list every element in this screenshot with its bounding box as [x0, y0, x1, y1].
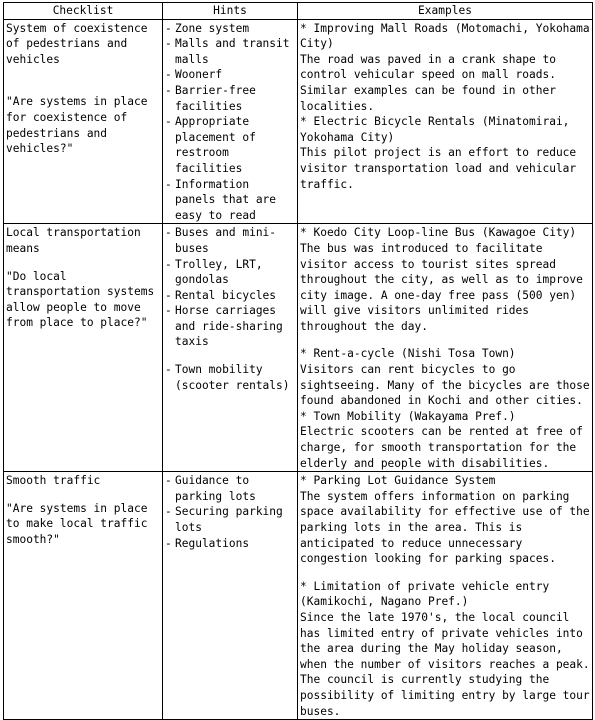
example-text: The system offers information on parking space availability for effective use of the parking lots in the area. This is anticipated to reduce unnecessary congestion looking for parking spaces.	[300, 489, 590, 566]
table-row	[4, 472, 593, 720]
checklist-title: System of coexistence of pedestrians and vehicles	[6, 21, 148, 66]
header-hints: Hints	[163, 3, 298, 20]
example-heading: * Town Mobility (Wakayama Pref.)	[300, 409, 516, 423]
hint-item: - Woonerf	[165, 68, 223, 82]
example-heading: * Electric Bicycle Rentals (Minatomirai, Yokohama City)	[300, 115, 570, 144]
hint-item: - Horse carriages and ride-sharing taxis	[165, 304, 283, 349]
hint-item: - Regulations	[165, 536, 250, 550]
hint-item: - Guidance to parking lots	[165, 474, 256, 503]
hints-cell	[163, 472, 298, 720]
checklist-cell	[4, 224, 163, 472]
checklist-title: Local transportation means	[6, 226, 141, 255]
checklist-question: "Are systems in place to make local traffic smooth?"	[6, 501, 148, 546]
header-examples: Examples	[298, 3, 593, 20]
header-checklist: Checklist	[4, 3, 163, 20]
examples-cell	[298, 472, 593, 720]
hints-cell	[163, 224, 298, 472]
example-text: Since the late 1970's, the local council has limited entry of private vehicles into the area during the May holiday season, when the number of visitors reaches a peak. The council is currently studying the possibility of limiting entry by large tour buses.	[300, 610, 590, 718]
hints-cell	[163, 19, 298, 224]
table-row	[4, 224, 593, 472]
hint-item: - Barrier-free facilities	[165, 83, 256, 113]
hint-item: - Malls and transit malls	[165, 37, 290, 66]
checklist-question: "Are systems in place for coexistence of pedestrians and vehicles?"	[6, 95, 148, 156]
example-text: Visitors can rent bicycles to go sightseeing. Many of the bicycles are those found abandoned in Kochi and other cities.	[300, 363, 590, 408]
example-heading: * Limitation of private vehicle entry (Kamikochi, Nagano Pref.)	[300, 579, 550, 609]
example-text: Similar examples can be found in other localities.	[300, 83, 556, 113]
example-text: Electric scooters can be rented at free of charge, for smooth transportation for the elderly and people with disabilities.	[300, 425, 583, 470]
example-heading: * Improving Mall Roads (Motomachi, Yokohama City)	[300, 21, 590, 51]
hint-item: - Information panels that are easy to read	[165, 177, 277, 222]
example-text: The road was paved in a crank shape to control vehicular speed on mall roads.	[300, 52, 556, 82]
checklist-table	[3, 2, 593, 720]
example-heading: * Rent-a-cycle (Nishi Tosa Town)	[300, 347, 516, 361]
hint-item: - Buses and mini-buses	[165, 226, 277, 255]
hint-item: - Appropriate placement of restroom facilities	[165, 115, 256, 175]
table-row	[4, 19, 593, 224]
hint-item: - Rental bicycles	[165, 288, 277, 302]
examples-cell	[298, 224, 593, 472]
checklist-cell	[4, 472, 163, 720]
examples-cell	[298, 19, 593, 224]
example-text: The bus was introduced to facilitate visitor access to tourist sites spread throughout the city, as well as to improve city image. A one-day free pass (500 yen) will give visitors unlimited rides throughout the day.	[300, 241, 583, 333]
hint-item: - Town mobility (scooter rentals)	[165, 363, 290, 392]
header-row	[4, 3, 593, 20]
hint-item: - Securing parking lots	[165, 505, 283, 534]
example-text: This pilot project is an effort to reduce visitor transportation load and vehicular traffic.	[300, 146, 577, 191]
hint-item: - Zone system	[165, 21, 250, 35]
example-heading: * Koedo City Loop-line Bus (Kawagoe City)	[300, 226, 577, 240]
checklist-cell	[4, 19, 163, 224]
checklist-question: "Do local transportation systems allow people to move from place to place?"	[6, 269, 155, 330]
hint-item: - Trolley, LRT, gondolas	[165, 257, 263, 287]
example-heading: * Parking Lot Guidance System	[300, 474, 496, 488]
checklist-title: Smooth traffic	[6, 474, 101, 488]
